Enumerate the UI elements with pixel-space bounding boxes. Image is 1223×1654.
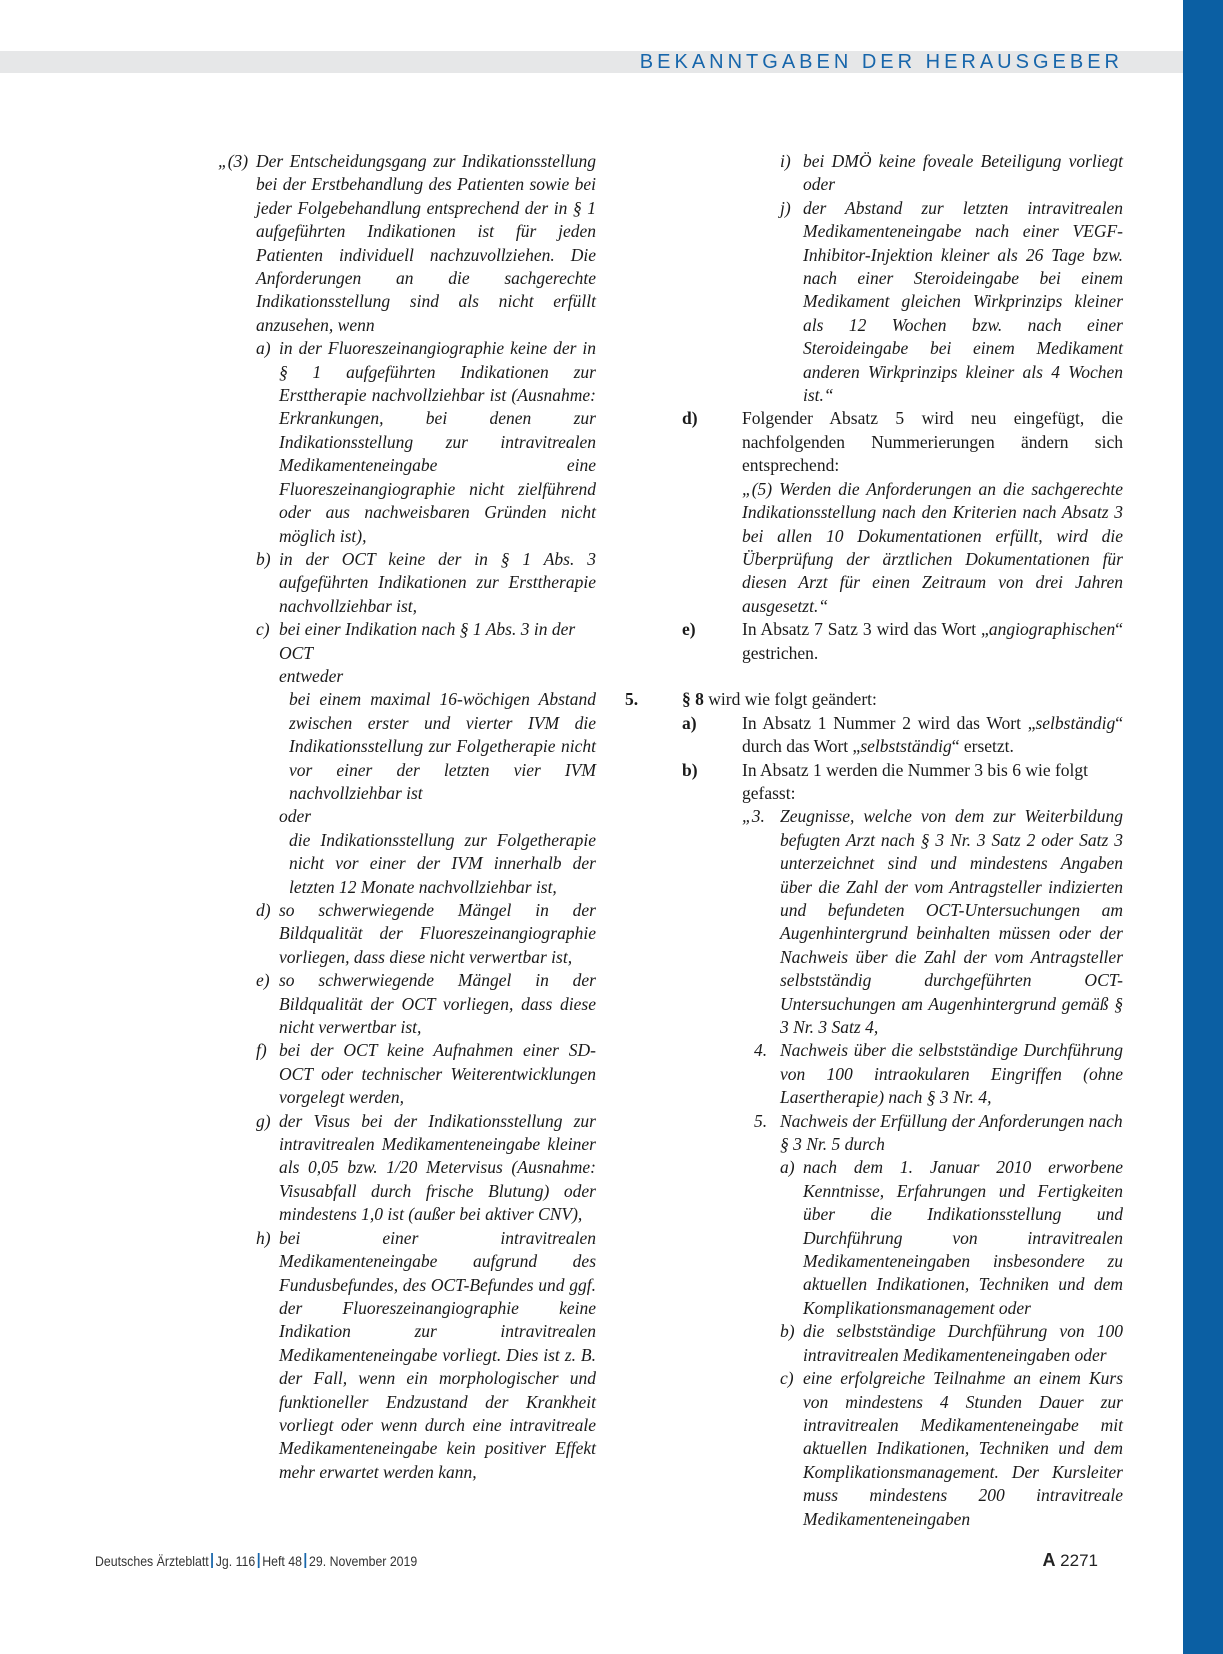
list-item [780,150,1123,197]
list-item [780,197,1123,408]
list-item [256,618,596,665]
list-item [256,969,596,1039]
item-label: i) [780,151,791,171]
item-text: Nachweis der Erfüllung der Anforderungen nach § 3 Nr. 5 durch [780,1110,1123,1155]
item-label: 5. [754,1110,768,1131]
list-item [256,1110,596,1227]
page-number [1042,1550,1098,1571]
or-label: oder [279,806,312,827]
item-label: g) [256,1110,271,1131]
left-column [218,150,596,1484]
item-text: eine erfolgreiche Teilnahme an einem Kurs von mindestens 4 Stunden Dauer zur intravitrealen Medikamenteneingabe mit aktuellen Indikationen, Techniken und dem Komplikationsmanagement. Der Kursleiter muss mindestens 200 intravitreale Medikamenteneingaben [803,1368,1123,1529]
either-label: entweder [279,665,344,686]
amendment-text [742,618,1123,665]
list-item [256,548,596,618]
amendment-b [682,759,1123,806]
item-text: so schwerwiegende Mängel in der Bildqualität der OCT vorliegen, dass diese nicht verwertbar ist, [279,970,596,1038]
volume: Jg. 116 [215,1553,256,1569]
item-label: e) [256,970,270,991]
list-item [256,1039,596,1109]
paragraph-text: Der Entscheidungsgang zur Indikationsstellung bei der Erstbehandlung des Patienten sowie bei jeder Folgebehandlung entsprechend der in § 1 aufgeführten Indikationen ist für jeden Patienten individuell nachzuvollziehen. Die Anforderungen an die sachgerechte Indikationsstellung sind als nicht erfüllt anzusehen, wenn [256,151,596,335]
item-label: b) [256,548,271,569]
list-item [780,1156,1123,1320]
text-part: wird wie folgt geändert: [703,689,877,710]
text-part: In Absatz 1 Nummer 2 wird das Wort „ [742,712,1036,733]
item-text: bei einer intravitrealen Medikamenteneingabe aufgrund des Fundusbefundes, des OCT-Befundes und ggf. der Fluoreszeinangiographie keine Indikation zur intravitrealen Medikamenteneingabe vorliegt. Dies ist z. B. der Fall, wenn ein morphologischer und funktioneller Endzustand der Krankheit vorliegt oder wenn durch eine intravitreale Medikamenteneingabe kein positiver Effekt mehr erwartet werden kann, [279,1227,596,1482]
amendment-label: e) [682,619,696,640]
issue: Heft 48 [262,1553,302,1569]
text-part-italic: selbständig [1035,712,1116,733]
item-label: c) [256,619,270,640]
side-accent-bar [1183,0,1223,1654]
text-part-italic: angiographischen [988,619,1116,640]
item-label: a) [256,338,271,359]
amendment-e [682,618,1123,665]
list-item [256,899,596,969]
list-item [256,1227,596,1484]
item-text: bei einer Indikation nach § 1 Abs. 3 in der OCT [279,619,576,663]
footer-citation [95,1553,417,1569]
amendment-text: Folgender Absatz 5 wird neu eingefügt, die nachfolgenden Nummerierungen ändern sich entsprechend: [742,408,1123,476]
quoted-paragraph-5: „(5) Werden die Anforderungen an die sachgerechte Indikationsstellung nach den Kriterien nach Absatz 3 bei allen 10 Dokumentationen erfüllt, wird die Überprüfung der ärztlichen Dokumentationen für diesen Arzt für einen Zeitraum von drei Jahren ausgesetzt.“ [742,478,1123,616]
right-column [625,150,1123,1531]
section-ref: § 8 [682,689,704,710]
amendment-text [742,712,1123,759]
amendment-text: In Absatz 1 werden die Nummer 3 bis 6 wie folgt gefasst: [742,759,1089,803]
item-label: h) [256,1227,271,1248]
amendment-label: a) [682,712,697,733]
divider [211,1553,213,1568]
section-number: 5. [625,689,639,710]
amendment-label: d) [682,408,698,429]
amendment-d [682,407,1123,477]
text-part: In Absatz 7 Satz 3 wird das Wort „ [742,619,989,640]
item-label: c) [780,1368,794,1389]
divider [305,1553,307,1568]
item-label: d) [256,900,271,920]
item-text: so schwerwiegende Mängel in der Bildqualität der Fluoreszeinangiographie vorliegen, dass diese nicht verwertbar ist, [279,900,596,967]
item-text: der Visus bei der Indikationsstellung zur intravitrealen Medikamenteneingabe kleiner als 0,05 bzw. 1/20 Metervisus (Ausnahme: Visusabfall durch frische Blutung) oder mindestens 1,0 ist (außer bei aktiver CNV), [279,1110,596,1225]
item-text: Zeugnisse, welche von dem zur Weiterbildung befugten Arzt nach § 3 Nr. 3 Satz 2 oder Satz 3 unterzeichnet sind und mindestens Angaben über die Zahl der vom Antragsteller indizierten und befundeten OCT-Untersuchungen am Augenhintergrund beinhalten müssen oder der Nachweis über die Zahl der vom Antragsteller selbstständig durchgeführten OCT-Untersuchungen am Augenhintergrund gemäß § 3 Nr. 3 Satz 4, [780,806,1123,1038]
amendment-a [682,712,1123,759]
item-label: b) [780,1321,795,1342]
text-part: “ ersetzt. [951,736,1014,757]
divider [258,1553,260,1568]
item-label: „3. [742,806,765,827]
journal-name: Deutsches Ärzteblatt [95,1553,209,1569]
item-text: bei DMÖ keine foveale Beteiligung vorliegt oder [803,151,1123,195]
text-part: “ durch das Wort „ [742,712,1123,757]
item-label: f) [256,1040,267,1061]
item-label: 4. [754,1040,768,1061]
section-title: BEKANNTGABEN DER HERAUSGEBER [639,51,1123,73]
list-item [780,1320,1123,1367]
option-2-text: die Indikationsstellung zur Folgetherapie nicht vor einer der IVM innerhalb der letzten 12 Monate nachvollziehbar ist, [289,829,596,897]
paragraph-3 [218,150,596,337]
list-item [742,1039,1123,1109]
item-text: nach dem 1. Januar 2010 erworbene Kenntnisse, Erfahrungen und Fertigkeiten über die Indikationsstellung und Durchführung von intravitrealen Medikamenteneingaben insbesondere zu aktuellen Indikationen, Techniken und dem Komplikationsmanagement oder [803,1157,1123,1318]
list-item [742,805,1123,1039]
list-item [742,1110,1123,1157]
list-item [780,1367,1123,1531]
item-text: in der OCT keine der in § 1 Abs. 3 aufgeführten Indikationen zur Ersttherapie nachvollziehbar ist, [279,548,596,616]
text-part: “ gestrichen. [742,619,1123,663]
section-5 [625,688,1123,711]
item-label: j) [780,197,791,218]
paragraph-label: „(3) [218,151,249,171]
item-text: der Abstand zur letzten intravitrealen Medikamenteneingabe nach einer VEGF-Inhibitor-Injektion kleiner als 26 Tage bzw. nach einer Steroideingabe bei einem Medikament gleichen Wirkprinzips kleiner als 12 Wochen bzw. nach einer Steroideingabe bei einem Medikament anderen Wirkprinzips kleiner als 4 Wochen ist.“ [803,197,1123,406]
issue-date: 29. November 2019 [309,1553,418,1569]
amendment-label: b) [682,759,698,780]
option-1-text: bei einem maximal 16-wöchigen Abstand zwischen erster und vierter IVM die Indikationsstellung zur Folgetherapie nicht vor einer der letzten vier IVM nachvollziehbar ist [289,689,596,803]
list-item [256,337,596,548]
spacer [625,665,1123,688]
item-label: a) [780,1157,795,1178]
text-part-italic: selbstständig [860,736,952,757]
item-text: die selbstständige Durchführung von 100 intravitrealen Medikamenteneingaben oder [803,1321,1123,1365]
page-prefix: A [1042,1550,1056,1570]
section-text [682,688,1123,711]
page-number-value: 2271 [1060,1551,1098,1570]
item-text: Nachweis über die selbstständige Durchführung von 100 intraokularen Eingriffen (ohne Lasertherapie) nach § 3 Nr. 4, [780,1040,1123,1108]
item-text: bei der OCT keine Aufnahmen einer SD-OCT oder technischer Weiterentwicklungen vorgelegt werden, [279,1040,596,1108]
item-text: in der Fluoreszeinangiographie keine der in § 1 aufgeführten Indikationen zur Ersttherapie nachvollziehbar ist (Ausnahme: Erkrankungen, bei denen zur Indikationsstellung zur intravitrealen Medikamenteneingabe eine Fluoreszeinangiographie nicht zielführend oder aus nachweisbaren Gründen nicht möglich ist), [279,338,596,546]
